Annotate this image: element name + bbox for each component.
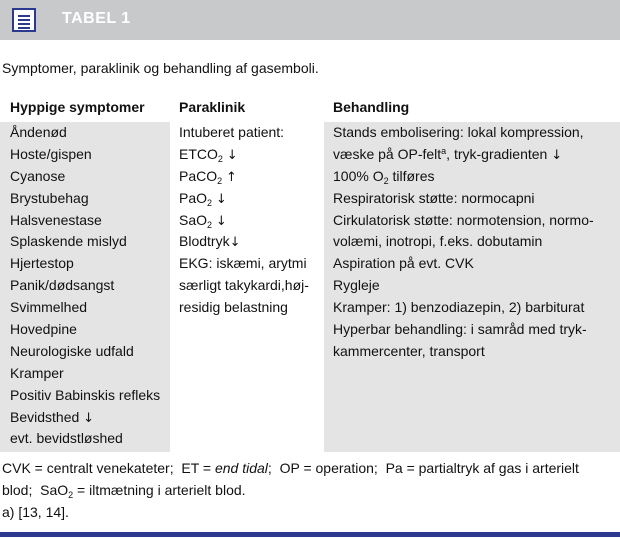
- table-caption: Symptomer, paraklinik og behandling af gasemboli.: [2, 60, 319, 76]
- column-header-paraclinic: Paraklinik: [179, 99, 246, 115]
- symptom-item: Neurologiske udfald: [10, 342, 134, 359]
- column-header-treatment: Behandling: [333, 99, 410, 115]
- paraclinic-item: Intuberet patient:: [179, 124, 285, 140]
- pao-label: PaO: [179, 189, 208, 206]
- treatment-text: tilføres: [388, 167, 435, 184]
- symptom-item: Hjertestop: [10, 255, 74, 272]
- abbreviations-line-1: [2, 457, 616, 479]
- arrow-down-icon: ↓: [551, 147, 563, 163]
- treatment-text: 100% O: [333, 167, 384, 184]
- abbr-pa-end: blod;: [2, 482, 33, 498]
- treatment-item: volæmi, inotropi, f.eks. dobutamin: [333, 233, 543, 250]
- abbreviations-line-2: [2, 479, 616, 501]
- subscript: 2: [217, 175, 223, 186]
- arrow-down-icon: ↓: [215, 213, 227, 229]
- column-header-symptoms: Hyppige symptomer: [10, 99, 145, 115]
- symptom-item: Hoste/gispen: [10, 145, 92, 162]
- abbr-op: OP = operation;: [279, 460, 378, 476]
- paraclinic-item-etco2: [179, 144, 321, 166]
- arrow-up-icon: ↑: [226, 169, 237, 185]
- document-icon: [12, 8, 36, 32]
- abbr-sao: SaO: [40, 482, 69, 498]
- symptom-item: Cyanose: [10, 167, 66, 184]
- etco-label: ETCO: [179, 145, 218, 162]
- treatment-text: , tryk-gradienten: [446, 145, 548, 162]
- sao-label: SaO: [179, 211, 208, 228]
- symptom-item: Panik/dødsangst: [10, 277, 115, 294]
- symptom-item: Brystubehag: [10, 189, 89, 206]
- treatment-text: væske på OP-felt: [333, 145, 442, 162]
- blood-pressure-label: Blodtryk: [179, 233, 230, 250]
- abbr-pa: Pa = partialtryk af gas i arterielt: [385, 460, 579, 476]
- symptom-item-consciousness: [10, 407, 170, 429]
- paco-label: PaCO: [179, 167, 218, 184]
- symptoms-column: [10, 122, 170, 450]
- paraclinic-item-pao2: [179, 188, 321, 210]
- symptom-item: Splaskende mislyd: [10, 233, 127, 250]
- subscript: 2: [207, 219, 213, 230]
- paraclinic-item-paco2: [179, 166, 321, 188]
- treatment-item: [333, 144, 618, 166]
- abbr-cvk: CVK = centralt venekateter;: [2, 460, 174, 476]
- reference-line: a) [13, 14].: [2, 504, 69, 520]
- paraclinic-item: residig belastning: [179, 299, 288, 316]
- symptom-item: Åndenød: [10, 124, 67, 140]
- symptom-item: Svimmelhed: [10, 299, 88, 316]
- subscript: 2: [68, 490, 74, 500]
- symptom-item: Positiv Babinskis refleks: [10, 386, 161, 403]
- subscript: 2: [383, 175, 389, 186]
- table-footnote: [2, 457, 616, 523]
- bottom-rule: [0, 532, 620, 537]
- arrow-down-icon: ↓: [83, 410, 95, 426]
- treatment-item: Respiratorisk støtte: normocapni: [333, 189, 535, 206]
- paraclinic-item-blood-pressure: [179, 231, 321, 253]
- arrow-down-icon: ↓: [215, 191, 227, 207]
- treatment-item: Kramper: 1) benzodiazepin, 2) barbiturat: [333, 299, 585, 316]
- symptom-item: evt. bevidstløshed: [10, 430, 123, 447]
- treatment-column: [333, 122, 618, 363]
- abbr-sao-definition: = iltmætning i arterielt blod.: [73, 482, 246, 498]
- symptom-label: Bevidsthed: [10, 408, 80, 425]
- footnote-marker: a: [441, 145, 447, 156]
- treatment-item: [333, 166, 618, 188]
- paraclinic-item: særligt takykardi,høj-: [179, 277, 309, 294]
- abbr-et-end: ;: [267, 460, 272, 476]
- symptom-item: Halsvenestase: [10, 211, 102, 228]
- treatment-item: Aspiration på evt. CVK: [333, 255, 474, 272]
- symptom-item: Kramper: [10, 364, 64, 381]
- arrow-down-icon: ↓: [229, 235, 241, 251]
- paraclinic-item: EKG: iskæmi, arytmi: [179, 255, 307, 272]
- arrow-down-icon: ↓: [226, 147, 238, 163]
- paraclinic-item-sao2: [179, 210, 321, 232]
- treatment-item: Hyperbar behandling: i samråd med tryk-: [333, 321, 587, 338]
- abbr-et: ET =: [181, 460, 215, 476]
- subscript: 2: [207, 197, 213, 208]
- paraclinic-column: [179, 122, 321, 319]
- subscript: 2: [217, 153, 223, 164]
- treatment-item: kammercenter, transport: [333, 342, 485, 359]
- treatment-item: Stands embolisering: lokal kompression,: [333, 124, 584, 140]
- treatment-item: Cirkulatorisk støtte: normotension, normo-: [333, 211, 594, 228]
- treatment-item: Rygleje: [333, 277, 380, 294]
- table-header-bar: [0, 0, 620, 40]
- symptom-item: Hovedpine: [10, 321, 77, 338]
- abbr-et-italic: end tidal: [214, 460, 268, 476]
- table-title: TABEL 1: [62, 10, 131, 27]
